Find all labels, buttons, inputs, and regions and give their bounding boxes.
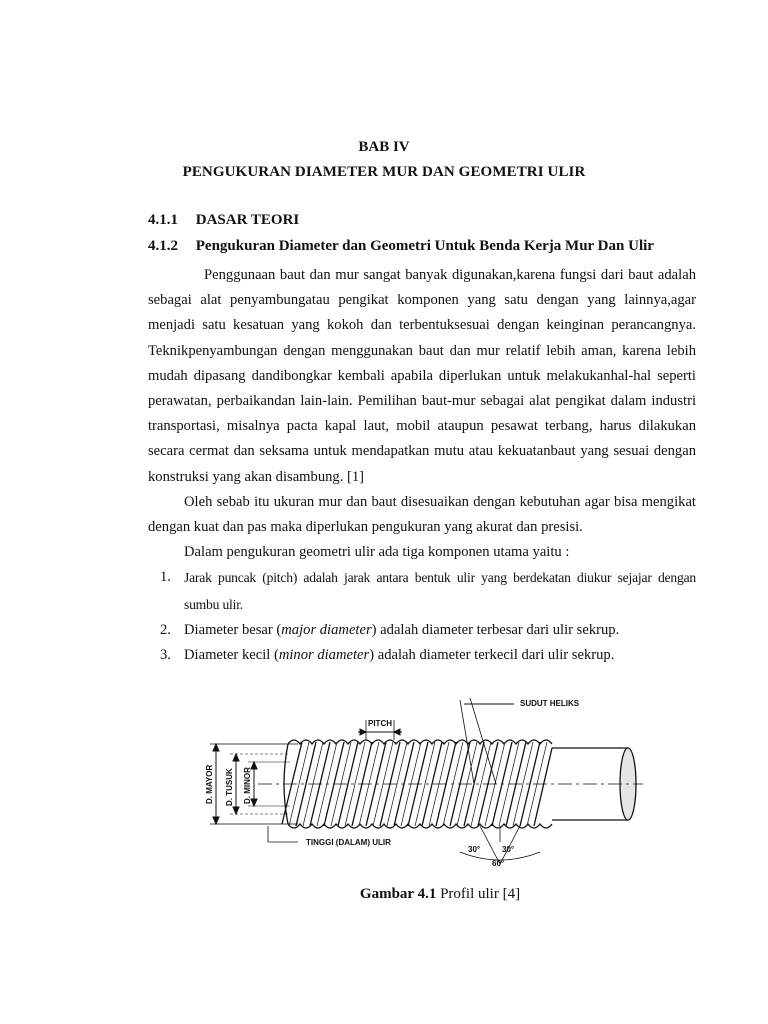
list-number: 2. <box>160 621 171 638</box>
label-thread-depth: TINGGI (DALAM) ULIR <box>306 838 391 847</box>
list-number: 3. <box>160 647 171 664</box>
label-minor-diameter: D. MINOR <box>243 767 252 804</box>
list-term: major diameter <box>281 621 372 638</box>
list-item <box>148 643 696 668</box>
label-pitch-diameter: D. TUSUK <box>225 768 234 806</box>
label-angle-left: 30° <box>468 845 481 854</box>
list-item <box>148 565 696 617</box>
list-text: Diameter besar ( <box>184 621 282 638</box>
chapter-label: BAB IV <box>358 139 410 155</box>
subsection-number: 4.1.2 <box>148 238 178 254</box>
section-heading <box>148 212 299 229</box>
chapter-title: PENGUKURAN DIAMETER MUR DAN GEOMETRI ULIR <box>182 164 586 180</box>
paragraph: Penggunaan baut dan mur sangat banyak digunakan,karena fungsi dari baut adalah sebagai alat penyambungatau pengikat komponen yang satu dengan yang lainnya,agar menjadi satu kesatuan yang kokoh dan terbentuksesuai dengan keinginan perancangnya. Teknikpenyambungan dengan menggunakan baut dan mur relatif lebih aman, karena lebih mudah dipasang dandibongkar kembali apabila diperlukan untuk melakukanhal-hal seperti perawatan, perbaikandan lain-lain. Pemilihan baut-mur sebagai alat pengikat dalam industri transportasi, misalnya pacta kapal laut, mobil ataupun pesawat terbang, harus dilakukan secara cermat dan seksama untuk mendapatkan mutu atau kekuatanbaut yang sesuai dengan konstruksi yang akan disambung. [1] <box>148 267 696 485</box>
label-angle-total: 60° <box>492 859 505 867</box>
paragraph: Oleh sebab itu ukuran mur dan baut disesuaikan dengan kebutuhan agar bisa mengikat dengan kuat dan pas maka diperlukan pengukuran yang akurat dan presisi. <box>148 493 696 536</box>
label-pitch: PITCH <box>368 719 392 728</box>
caption-text: Profil ulir [4] <box>436 886 521 902</box>
list-term: minor diameter <box>278 647 370 664</box>
thread-profile-figure <box>198 692 648 867</box>
body-text <box>148 263 696 668</box>
section-title: DASAR TEORI <box>195 212 300 228</box>
figure-caption <box>0 886 768 903</box>
subsection-title: Pengukuran Diameter dan Geometri Untuk Benda Kerja Mur Dan Ulir <box>195 238 654 254</box>
label-major-diameter: D. MAYOR <box>205 764 214 804</box>
list-text: ) adalah diameter terkecil dari ulir sekrup. <box>369 647 615 664</box>
paragraph: Dalam pengukuran geometri ulir ada tiga komponen utama yaitu : <box>184 544 570 561</box>
list-text: ) adalah diameter terbesar dari ulir sekrup. <box>371 621 620 638</box>
list-number: 1. <box>160 569 171 586</box>
label-angle-right: 30° <box>502 845 515 854</box>
thread-body <box>258 740 643 828</box>
list-text: Jarak puncak (pitch) adalah jarak antara bentuk ulir yang berdekatan diukur sejajar dengan sumbu ulir. <box>184 570 696 612</box>
list-item <box>148 618 696 643</box>
list-text: Diameter kecil ( <box>184 647 279 664</box>
component-list <box>148 565 696 668</box>
label-helix-angle: SUDUT HELIKS <box>520 699 580 708</box>
section-number: 4.1.1 <box>148 212 178 228</box>
subsection-heading <box>148 238 654 255</box>
caption-number: Gambar 4.1 <box>359 886 437 902</box>
